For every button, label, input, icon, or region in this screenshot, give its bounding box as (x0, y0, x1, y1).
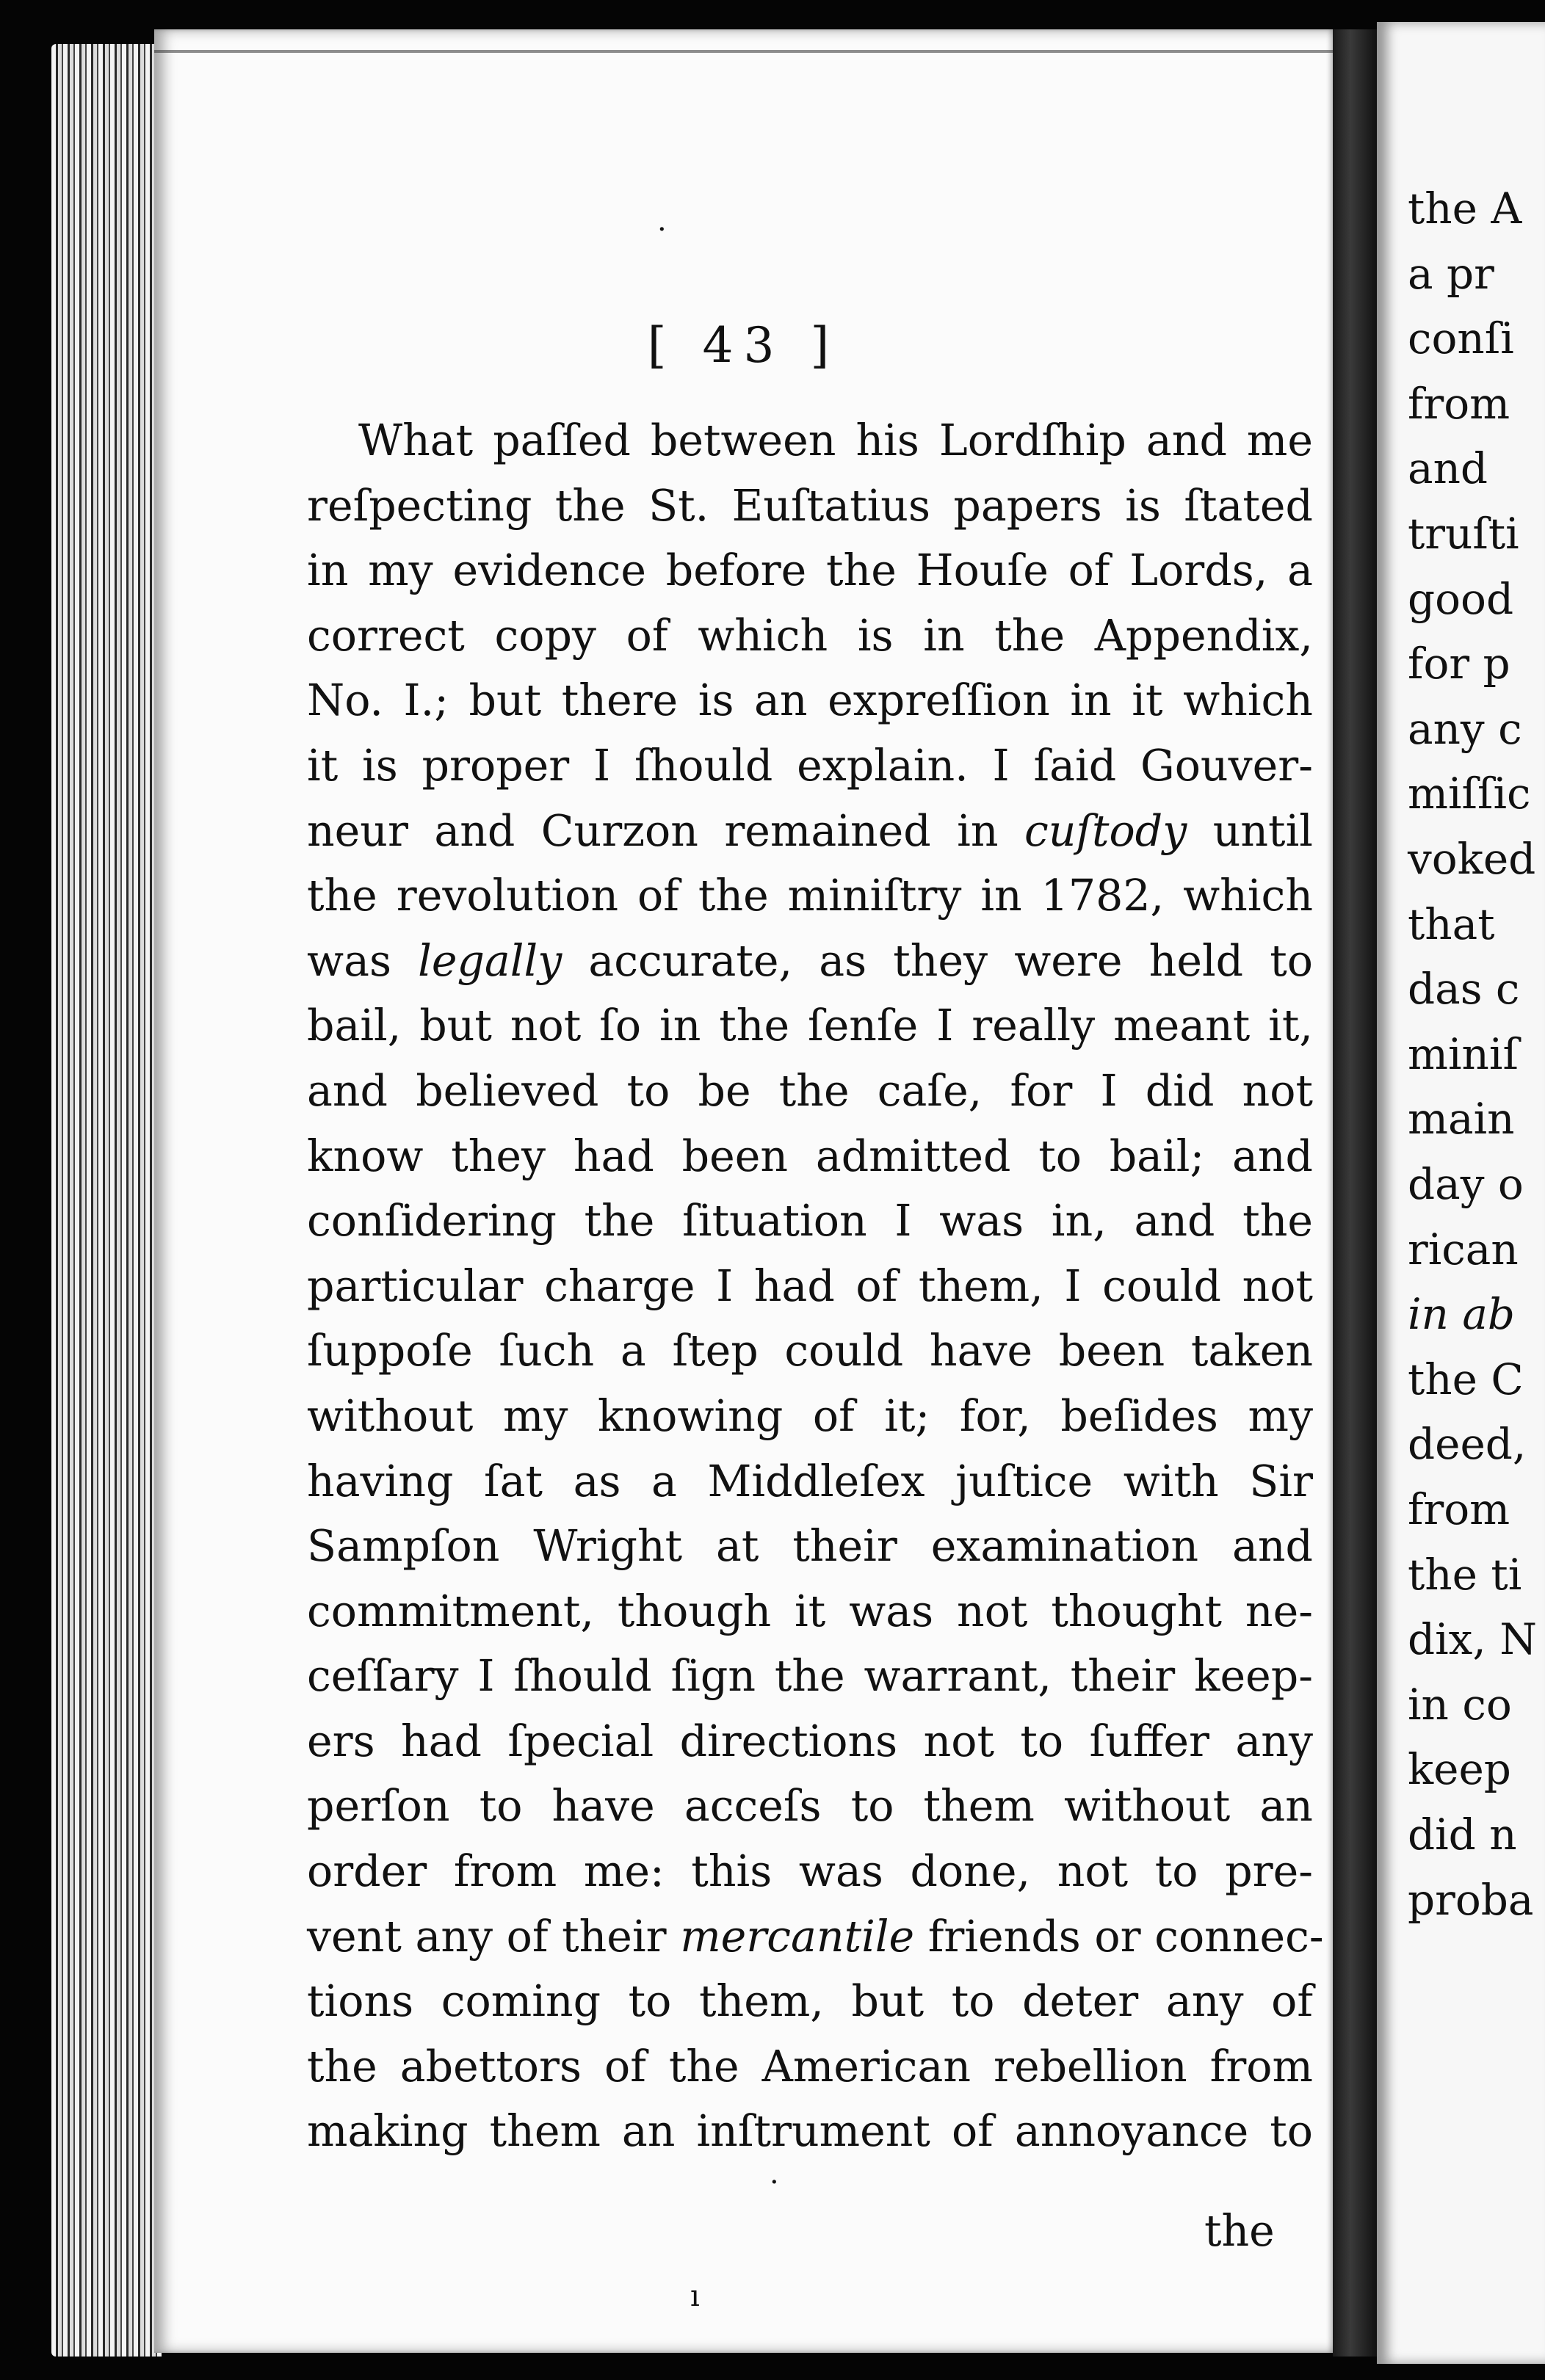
text-line (307, 1124, 1313, 1189)
facing-text-line: rican (1408, 1224, 1519, 1274)
text-segment: conſidering the ſituation I was in, and the (307, 1196, 1313, 1247)
text-line (307, 929, 1313, 994)
text-segment: it is proper I ſhould explain. I ſaid Gouver- (307, 740, 1313, 791)
facing-text-line: the A (1408, 184, 1522, 233)
text-line (307, 1644, 1313, 1709)
facing-text-line: did n (1408, 1810, 1517, 1860)
facing-text-line: the ti (1408, 1549, 1522, 1600)
text-segment: perſon to have acceſs to them without an (307, 1781, 1313, 1832)
text-line (307, 1839, 1313, 1904)
text-segment: reſpecting the St. Euſtatius papers is ſtated (307, 480, 1313, 531)
facing-text-line: main (1408, 1094, 1515, 1144)
text-line (307, 1318, 1313, 1384)
text-segment: making them an inſtrument of annoyance to (307, 2106, 1313, 2157)
text-line (307, 1904, 1324, 1970)
facing-text-line: any c (1408, 703, 1522, 754)
facing-text-line: truſti (1408, 509, 1519, 559)
ink-speck: ı (690, 2279, 700, 2313)
italic-text: legally (418, 935, 562, 986)
text-line (307, 1384, 1313, 1449)
text-line (307, 2099, 1313, 2164)
facing-text-line: and (1408, 443, 1488, 494)
text-segment: ceſſary I ſhould ſign the warrant, their keep- (307, 1651, 1313, 1702)
text-segment: particular charge I had of them, I could not (307, 1260, 1313, 1311)
facing-text-line: a pr (1408, 248, 1494, 299)
facing-page (1377, 22, 1545, 2364)
text-line (307, 1514, 1313, 1579)
text-line (307, 1774, 1313, 1839)
text-segment: the abettors of the American rebellion from (307, 2041, 1313, 2091)
catchword: the (1204, 2206, 1275, 2256)
text-segment: was (307, 935, 419, 986)
facing-text-line: das c (1408, 964, 1520, 1015)
facing-text-line: in co (1408, 1679, 1512, 1730)
text-line (307, 1189, 1313, 1254)
text-line (307, 668, 1313, 733)
facing-text-line: proba (1408, 1874, 1534, 1925)
text-segment: the revolution of the miniſtry in 1782, which (307, 871, 1313, 921)
text-segment: What paſſed between his Lordſhip and me (358, 416, 1313, 465)
facing-text-line: voked (1408, 834, 1536, 884)
facing-text-line: conſi (1408, 313, 1514, 364)
text-segment: and believed to be the caſe, for I did not (307, 1065, 1313, 1116)
ink-speck: · (657, 213, 667, 247)
text-segment: tions coming to them, but to deter any of (307, 1976, 1313, 2027)
text-segment: ers had ſpecial directions not to ſuffer any (307, 1716, 1313, 1766)
facing-text-line: miniſ (1408, 1028, 1519, 1079)
facing-text-line: dix, N (1408, 1614, 1538, 1665)
facing-text-line: in ab (1408, 1289, 1516, 1340)
text-line (307, 1449, 1313, 1514)
text-segment: in my evidence before the Houſe of Lords, a (307, 545, 1313, 596)
facing-text-line: the C (1408, 1354, 1524, 1404)
text-line (307, 2034, 1313, 2100)
body-text (307, 408, 1324, 2164)
text-line (307, 863, 1313, 929)
text-segment: vent any of their (307, 1911, 681, 1962)
text-line (307, 603, 1313, 669)
text-segment: ſuppoſe ſuch a ſtep could have been taken (307, 1326, 1313, 1376)
facing-text-line: for p (1408, 639, 1510, 689)
book-gutter (1333, 29, 1377, 2357)
text-line (307, 408, 1313, 474)
page-top-edge (154, 50, 1333, 53)
text-line (307, 1969, 1313, 2034)
text-line (307, 538, 1313, 603)
text-line (307, 799, 1313, 864)
text-line (307, 474, 1313, 539)
italic-text: cuſtody (1024, 805, 1187, 856)
text-segment: order from me: this was done, not to pre- (307, 1846, 1313, 1897)
facing-text-line: day o (1408, 1159, 1524, 1209)
text-segment: having ſat as a Middleſex juſtice with Sir (307, 1456, 1313, 1506)
text-segment: friends or connec- (914, 1911, 1324, 1962)
text-segment: bail, but not ſo in the ſenſe I really meant it, (307, 1001, 1313, 1051)
italic-text: mercantile (680, 1911, 915, 1962)
facing-text-line: good (1408, 573, 1514, 624)
page-edges (51, 44, 162, 2357)
text-segment: without my knowing of it; for, beſides my (307, 1390, 1313, 1441)
text-line (307, 1254, 1313, 1319)
text-line (307, 733, 1313, 799)
text-segment: accurate, as they were held to (562, 935, 1313, 986)
text-segment: until (1187, 805, 1313, 856)
facing-text-line: deed, (1408, 1419, 1527, 1470)
facing-text-line: from (1408, 1484, 1510, 1534)
text-segment: know they had been admitted to bail; and (307, 1131, 1313, 1181)
text-line (307, 1059, 1313, 1124)
text-line (307, 1709, 1313, 1774)
text-segment: Sampſon Wright at their examination and (307, 1521, 1313, 1572)
text-segment: neur and Curzon remained in (307, 805, 1024, 856)
text-line (307, 993, 1313, 1059)
text-segment: commitment, though it was not thought ne- (307, 1586, 1313, 1636)
facing-text-line: that (1408, 899, 1495, 949)
text-line (307, 1579, 1313, 1644)
page-number-header: [ 43 ] (647, 317, 840, 374)
text-segment: correct copy of which is in the Appendix, (307, 610, 1313, 661)
facing-text-line: from (1408, 378, 1510, 429)
facing-text-line: miſſic (1408, 769, 1531, 819)
facing-text-line: keep (1408, 1744, 1511, 1795)
ink-speck: · (770, 2166, 779, 2199)
text-segment: No. I.; but there is an expreſſion in it which (307, 675, 1313, 726)
